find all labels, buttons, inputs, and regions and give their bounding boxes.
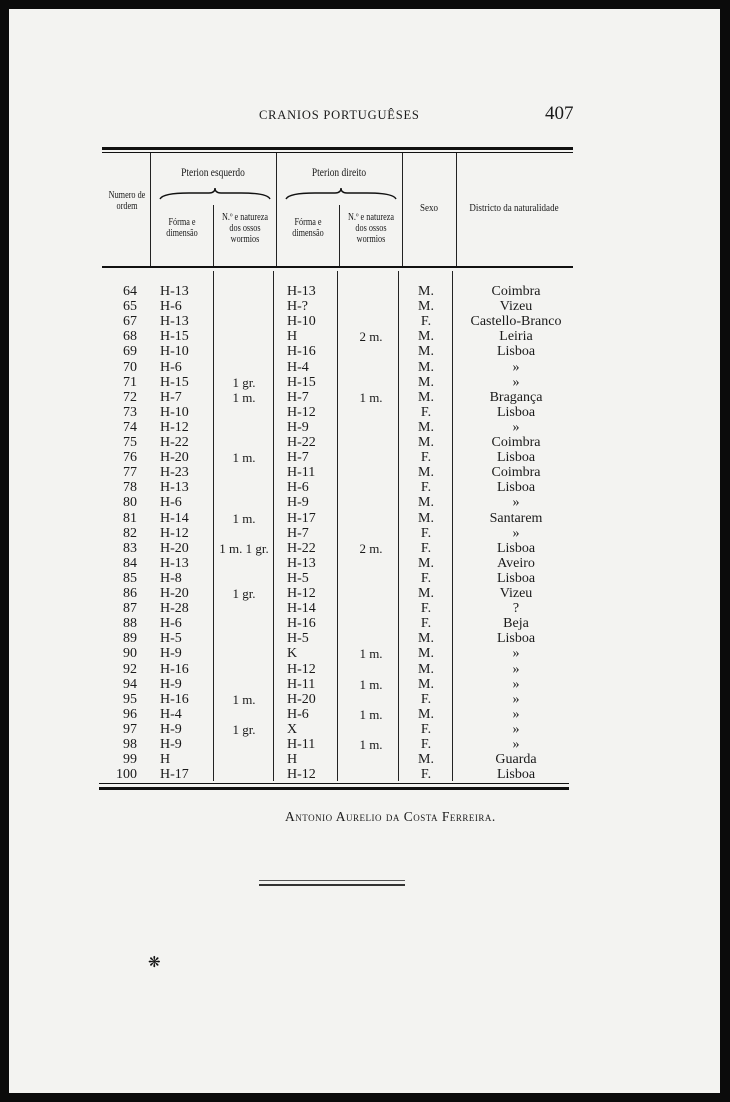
- cell-forma-direito: H-12: [287, 661, 316, 677]
- cell-forma-esquerdo: H-15: [160, 329, 189, 345]
- cell-row-number: 94: [123, 676, 137, 692]
- cell-ossos-esquerdo: 1 gr.: [232, 721, 256, 737]
- cell-row-number: 75: [123, 435, 137, 450]
- cell-row-number: 84: [123, 555, 137, 571]
- cell-row-number: 88: [123, 616, 137, 632]
- cell-districto: Guarda: [495, 752, 537, 768]
- cell-row-number: 71: [123, 374, 137, 390]
- cell-forma-esquerdo: H-13: [160, 555, 189, 571]
- cell-row-number: 81: [123, 510, 137, 526]
- column-divider: [398, 271, 399, 781]
- cell-forma-esquerdo: H-6: [160, 495, 182, 511]
- cell-forma-direito: H-11: [287, 737, 316, 752]
- cell-forma-esquerdo: H-16: [160, 661, 189, 677]
- header-divider: [276, 153, 277, 266]
- cell-row-number: 82: [123, 525, 137, 541]
- cell-forma-esquerdo: H-9: [160, 646, 182, 662]
- header-numero-de-ordem: Numero de ordem: [108, 190, 146, 212]
- page-number: 407: [545, 103, 574, 124]
- cell-forma-direito: H-5: [287, 631, 309, 647]
- header-natureza-direito: N.º e natureza dos ossos wormios: [347, 212, 395, 245]
- asterism-ornament: ❋: [148, 953, 161, 971]
- cell-forma-direito: H-16: [287, 616, 316, 632]
- brace-pterion-esquerdo: [159, 187, 271, 201]
- cell-row-number: 67: [123, 314, 137, 330]
- cell-row-number: 73: [123, 404, 137, 420]
- cell-sexo: M.: [418, 631, 434, 647]
- cell-sexo: M.: [418, 495, 434, 511]
- cell-districto: »: [512, 661, 520, 677]
- cell-forma-direito: H-9: [287, 419, 309, 435]
- cell-districto: Coimbra: [491, 465, 541, 481]
- cell-forma-esquerdo: H-20: [160, 586, 189, 601]
- cell-districto: Aveiro: [497, 555, 535, 571]
- cell-districto: Leiria: [499, 329, 533, 345]
- cell-row-number: 69: [123, 344, 137, 360]
- header-forma-esquerdo: Fórma e dimensão: [166, 217, 198, 239]
- cell-row-number: 76: [123, 450, 137, 466]
- cell-sexo: F.: [420, 601, 432, 617]
- header-divider: [456, 153, 457, 266]
- cell-ossos-esquerdo: 1 m.: [232, 450, 256, 466]
- cell-forma-direito: H-12: [287, 767, 316, 783]
- cell-forma-direito: H-16: [287, 344, 316, 360]
- cell-ossos-direito: 2 m.: [359, 329, 383, 345]
- end-ornament-rule: [259, 884, 405, 886]
- cell-forma-esquerdo: H-20: [160, 540, 189, 556]
- cell-forma-direito: H-9: [287, 495, 309, 511]
- cell-sexo: M.: [418, 646, 434, 662]
- header-sexo: Sexo: [419, 202, 439, 214]
- table-bottom-rule-thick: [99, 787, 569, 790]
- cell-row-number: 95: [123, 691, 137, 707]
- cell-districto: »: [512, 646, 520, 662]
- cell-districto: Lisboa: [496, 404, 536, 420]
- cell-row-number: 90: [123, 646, 137, 662]
- cell-sexo: M.: [418, 555, 434, 571]
- cell-ossos-esquerdo: 1 m.: [232, 691, 256, 707]
- author-signature: Antonio Aurelio da Costa Ferreira.: [285, 809, 496, 824]
- cell-forma-direito: H-22: [287, 540, 316, 556]
- cell-ossos-direito: 2 m.: [359, 540, 383, 556]
- cell-row-number: 64: [123, 284, 137, 299]
- cell-forma-esquerdo: H-9: [160, 737, 182, 752]
- cell-districto: »: [512, 419, 520, 435]
- cell-sexo: F.: [420, 570, 432, 586]
- cell-sexo: M.: [418, 374, 434, 390]
- cell-forma-esquerdo: H-17: [160, 767, 189, 783]
- cell-districto: Vizeu: [499, 299, 533, 315]
- cell-forma-direito: H-6: [287, 706, 309, 722]
- cell-sexo: M.: [418, 752, 434, 768]
- running-title: CRANIOS PORTUGUÊSES: [259, 108, 420, 122]
- header-bottom-rule: [102, 266, 573, 268]
- cell-ossos-esquerdo: 1 m.: [232, 510, 256, 526]
- book-page: [9, 9, 720, 1093]
- cell-districto: Santarem: [489, 510, 543, 526]
- cell-sexo: F.: [420, 721, 432, 737]
- cell-districto: Lisboa: [496, 344, 536, 360]
- cell-forma-direito: H: [287, 329, 298, 345]
- cell-districto: Lisboa: [496, 540, 536, 556]
- table-top-rule-thick: [102, 147, 573, 150]
- cell-forma-esquerdo: H-16: [160, 691, 189, 707]
- cell-row-number: 68: [123, 329, 137, 345]
- cell-forma-esquerdo: H-6: [160, 616, 182, 632]
- cell-forma-direito: H-22: [287, 435, 316, 450]
- cell-row-number: 92: [123, 661, 137, 677]
- cell-forma-esquerdo: H-8: [160, 570, 182, 586]
- cell-forma-direito: H-7: [287, 389, 309, 405]
- cell-districto: »: [512, 495, 520, 511]
- cell-forma-esquerdo: H-15: [160, 374, 189, 390]
- cell-sexo: M.: [418, 586, 434, 601]
- cell-row-number: 98: [123, 737, 137, 752]
- cell-row-number: 74: [123, 419, 137, 435]
- cell-sexo: M.: [418, 510, 434, 526]
- cell-sexo: M.: [418, 661, 434, 677]
- cell-districto: Coimbra: [491, 284, 541, 299]
- cell-row-number: 97: [123, 721, 137, 737]
- cell-sexo: M.: [418, 465, 434, 481]
- cell-forma-esquerdo: H-12: [160, 419, 189, 435]
- cell-forma-esquerdo: H-10: [160, 344, 189, 360]
- cell-forma-direito: H-?: [287, 299, 308, 315]
- cell-ossos-esquerdo: 1 gr.: [232, 586, 256, 601]
- cell-forma-esquerdo: H-7: [160, 389, 182, 405]
- cell-districto: Lisboa: [496, 480, 536, 496]
- header-divider: [213, 205, 214, 266]
- header-forma-direito: Fórma e dimensão: [292, 217, 324, 239]
- cell-sexo: F.: [420, 616, 432, 632]
- cell-sexo: F.: [420, 691, 432, 707]
- cell-districto: »: [512, 676, 520, 692]
- column-divider: [452, 271, 453, 781]
- cell-ossos-direito: 1 m.: [359, 646, 383, 662]
- cell-sexo: F.: [420, 737, 432, 752]
- cell-districto: Lisboa: [496, 631, 536, 647]
- header-pterion-direito: Pterion direito: [311, 167, 367, 179]
- header-divider: [402, 153, 403, 266]
- cell-forma-direito: H-7: [287, 450, 309, 466]
- cell-forma-esquerdo: H-22: [160, 435, 189, 450]
- cell-ossos-direito: 1 m.: [359, 389, 383, 405]
- cell-forma-esquerdo: H: [160, 752, 171, 768]
- cell-districto: Lisboa: [496, 450, 536, 466]
- cell-row-number: 78: [123, 480, 137, 496]
- cell-forma-direito: H-14: [287, 601, 316, 617]
- end-ornament-rule: [259, 880, 405, 881]
- cell-districto: ?: [512, 601, 520, 617]
- cell-forma-direito: H-5: [287, 570, 309, 586]
- cell-districto: »: [512, 525, 520, 541]
- cell-forma-esquerdo: H-9: [160, 676, 182, 692]
- cell-forma-esquerdo: H-20: [160, 450, 189, 466]
- cell-forma-direito: X: [287, 721, 298, 737]
- cell-forma-direito: H-11: [287, 465, 316, 481]
- cell-row-number: 83: [123, 540, 137, 556]
- cell-forma-direito: H-12: [287, 586, 316, 601]
- cell-districto: Bragança: [489, 389, 543, 405]
- cell-row-number: 65: [123, 299, 137, 315]
- cell-districto: »: [512, 359, 520, 375]
- cell-forma-esquerdo: H-13: [160, 480, 189, 496]
- cell-districto: »: [512, 706, 520, 722]
- cell-forma-direito: H-20: [287, 691, 316, 707]
- cell-forma-direito: H-15: [287, 374, 316, 390]
- cell-sexo: M.: [418, 329, 434, 345]
- cell-sexo: M.: [418, 299, 434, 315]
- header-pterion-esquerdo: Pterion esquerdo: [181, 167, 245, 179]
- cell-sexo: M.: [418, 359, 434, 375]
- cell-forma-esquerdo: H-14: [160, 510, 189, 526]
- cell-sexo: F.: [420, 404, 432, 420]
- cell-forma-esquerdo: H-13: [160, 284, 189, 299]
- cell-sexo: F.: [420, 314, 432, 330]
- cell-sexo: M.: [418, 389, 434, 405]
- cell-row-number: 99: [123, 752, 137, 768]
- cell-sexo: F.: [420, 480, 432, 496]
- cell-forma-esquerdo: H-4: [160, 706, 182, 722]
- cell-districto: »: [512, 721, 520, 737]
- cell-districto: Castello-Branco: [470, 314, 562, 330]
- cell-row-number: 85: [123, 570, 137, 586]
- cell-ossos-esquerdo: 1 m. 1 gr.: [219, 540, 269, 556]
- cell-ossos-esquerdo: 1 m.: [232, 389, 256, 405]
- cell-forma-esquerdo: H-28: [160, 601, 189, 617]
- cell-ossos-esquerdo: 1 gr.: [232, 374, 256, 390]
- cell-districto: Beja: [503, 616, 529, 632]
- cell-forma-esquerdo: H-10: [160, 404, 189, 420]
- cell-sexo: F.: [420, 450, 432, 466]
- cell-forma-esquerdo: H-5: [160, 631, 182, 647]
- cell-forma-esquerdo: H-9: [160, 721, 182, 737]
- cell-forma-esquerdo: H-6: [160, 299, 182, 315]
- table-top-rule-thin: [102, 152, 573, 153]
- cell-forma-direito: H-17: [287, 510, 316, 526]
- cell-forma-esquerdo: H-23: [160, 465, 189, 481]
- cell-forma-direito: H-13: [287, 555, 316, 571]
- cell-row-number: 87: [123, 601, 137, 617]
- header-divider: [339, 205, 340, 266]
- cell-row-number: 89: [123, 631, 137, 647]
- cell-districto: Lisboa: [496, 570, 536, 586]
- cell-forma-direito: H-11: [287, 676, 316, 692]
- cell-row-number: 77: [123, 465, 137, 481]
- cell-districto: »: [512, 374, 520, 390]
- cell-sexo: F.: [420, 767, 432, 783]
- cell-row-number: 80: [123, 495, 137, 511]
- cell-forma-direito: H-12: [287, 404, 316, 420]
- cell-districto: »: [512, 691, 520, 707]
- cell-ossos-direito: 1 m.: [359, 737, 383, 752]
- cell-sexo: M.: [418, 344, 434, 360]
- cell-forma-direito: H-4: [287, 359, 309, 375]
- cell-row-number: 70: [123, 359, 137, 375]
- cell-sexo: M.: [418, 435, 434, 450]
- cell-ossos-direito: 1 m.: [359, 706, 383, 722]
- table-bottom-rule-thin: [99, 783, 569, 784]
- cell-ossos-direito: 1 m.: [359, 676, 383, 692]
- cell-sexo: M.: [418, 706, 434, 722]
- cell-sexo: F.: [420, 525, 432, 541]
- cell-forma-direito: H-7: [287, 525, 309, 541]
- cell-row-number: 96: [123, 706, 137, 722]
- cell-districto: Coimbra: [491, 435, 541, 450]
- cell-districto: »: [512, 737, 520, 752]
- cell-forma-direito: H-6: [287, 480, 309, 496]
- cell-forma-esquerdo: H-12: [160, 525, 189, 541]
- header-divider: [150, 153, 151, 266]
- cell-forma-esquerdo: H-6: [160, 359, 182, 375]
- brace-pterion-direito: [285, 187, 397, 201]
- header-districto: Districto da naturalidade: [469, 202, 559, 214]
- cell-forma-direito: K: [287, 646, 298, 662]
- cell-sexo: F.: [420, 540, 432, 556]
- cell-forma-direito: H: [287, 752, 298, 768]
- cell-districto: Lisboa: [496, 767, 536, 783]
- cell-row-number: 86: [123, 586, 137, 601]
- cell-sexo: M.: [418, 419, 434, 435]
- cell-districto: Vizeu: [499, 586, 533, 601]
- cell-sexo: M.: [418, 676, 434, 692]
- cell-forma-direito: H-10: [287, 314, 316, 330]
- cell-forma-esquerdo: H-13: [160, 314, 189, 330]
- cell-row-number: 100: [116, 767, 137, 783]
- cell-sexo: M.: [418, 284, 434, 299]
- cell-row-number: 72: [123, 389, 137, 405]
- cell-forma-direito: H-13: [287, 284, 316, 299]
- header-natureza-esquerdo: N.º e natureza dos ossos wormios: [221, 212, 269, 245]
